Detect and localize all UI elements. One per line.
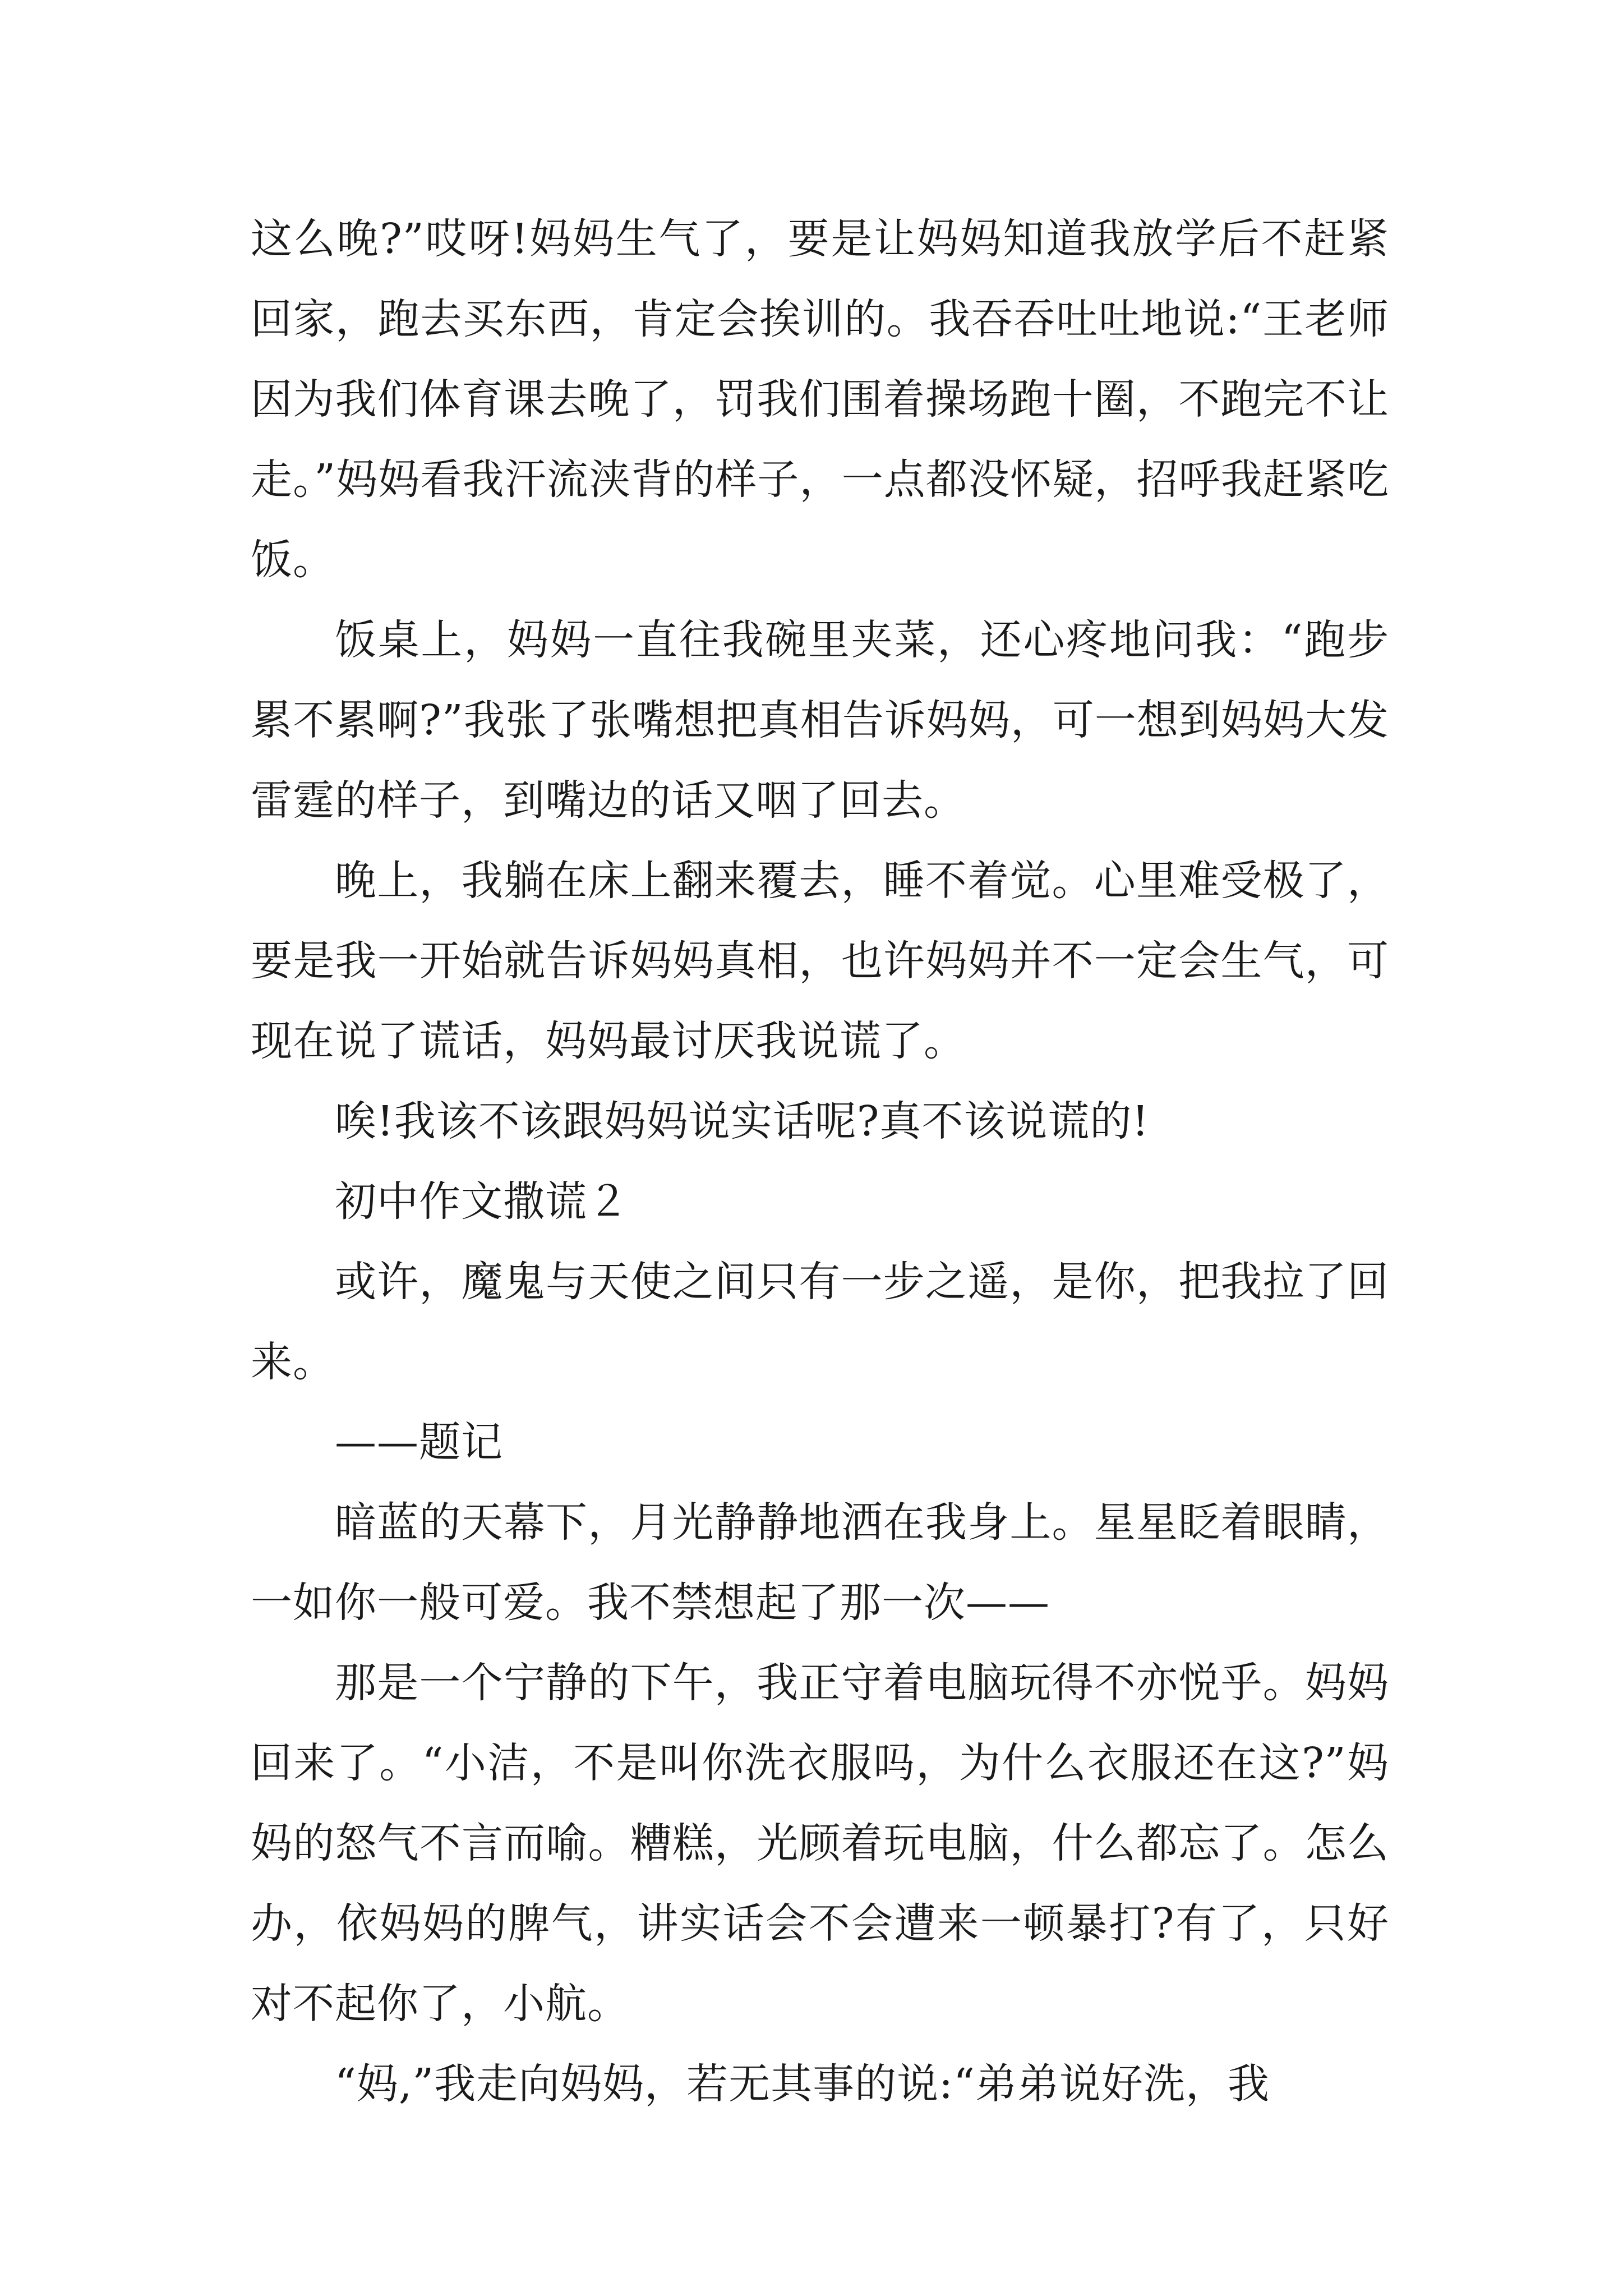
section-heading: 初中作文撒谎２: [335, 1177, 629, 1226]
paragraph: 那是一个宁静的下午，我正守着电脑玩得不亦悦乎。妈妈回来了。“小洁，不是叫你洗衣服吗，为什么衣服还在这?”妈妈的怒气不言而喻。糟糕，光顾着玩电脑，什么都忘了。怎么办，依妈妈的脾气，讲实话会不会遭来一顿暴打?有了，只好对不起你了，小航。: [251, 1659, 1389, 2028]
paragraph: 或许，魔鬼与天使之间只有一步之遥，是你，把我拉了回来。: [251, 1258, 1389, 1386]
epigraph-attribution: ——题记: [335, 1418, 503, 1466]
paragraph: 暗蓝的天幕下，月光静静地洒在我身上。星星眨着眼睛，一如你一般可爱。我不禁想起了那一次——: [251, 1498, 1389, 1627]
paragraph: 唉!我该不该跟妈妈说实话呢?真不该说谎的!: [335, 1097, 1150, 1145]
paragraph: “妈,”我走向妈妈，若无其事的说:“弟弟说好洗，我: [335, 2060, 1270, 2108]
paragraph: 晚上，我躺在床上翻来覆去，睡不着觉。心里难受极了，要是我一开始就告诉妈妈真相，也许妈妈并不一定会生气，可现在说了谎话，妈妈最讨厌我说谎了。: [251, 857, 1389, 1065]
paragraph: 饭桌上，妈妈一直往我碗里夹菜，还心疼地问我：“跑步累不累啊?”我张了张嘴想把真相告诉妈妈，可一想到妈妈大发雷霆的样子，到嘴边的话又咽了回去。: [251, 616, 1389, 825]
paragraph-continued: 这么晚?”哎呀!妈妈生气了，要是让妈妈知道我放学后不赶紧回家，跑去买东西，肯定会挨训的。我吞吞吐吐地说:“王老师因为我们体育课去晚了，罚我们围着操场跑十圈，不跑完不让走。”妈妈看我汗流浃背的样子，一点都没怀疑，招呼我赶紧吃饭。: [251, 215, 1389, 584]
document-body: [251, 199, 1389, 2124]
